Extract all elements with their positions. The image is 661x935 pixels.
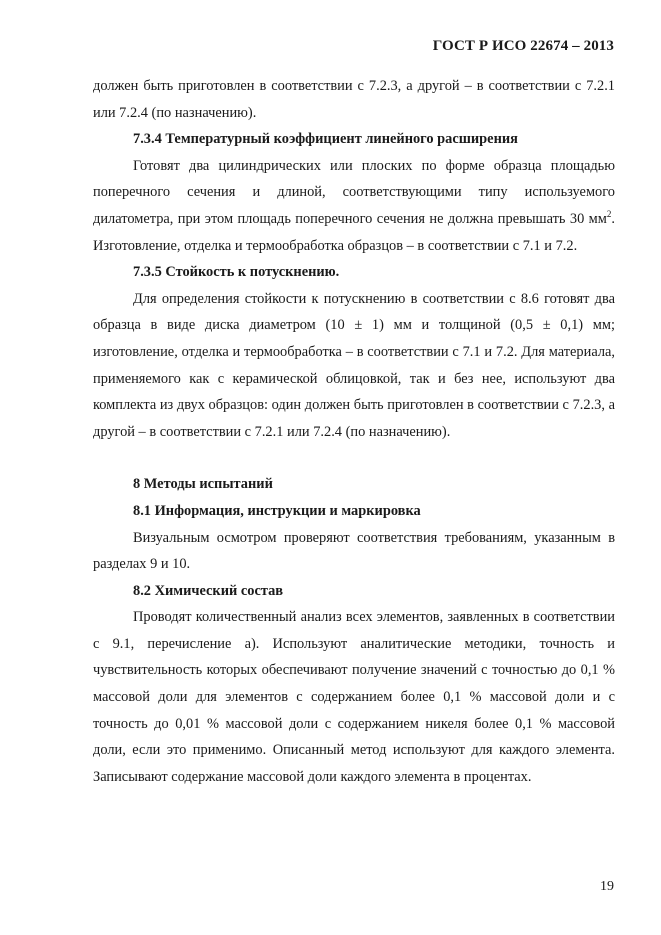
document-header: ГОСТ Р ИСО 22674 – 2013 [432,38,614,54]
document-body [93,73,615,790]
paragraph-7-3-4-text-a: Готовят два цилиндрических или плоских по форме образца площадью поперечного сечения и длиной, соответствующими типу используемого дилатометра, при этом площадь поперечного сечения не должна превышать 30 мм [93,157,615,227]
heading-7-3-5: 7.3.5 Стойкость к потускнению. [133,264,340,281]
paragraph-8-1: Визуальным осмотром проверяют соответствия требованиям, указанным в разделах 9 и 10. [93,529,615,573]
paragraph-7-3-4-text-b: . Изготовление, отделка и термообработка образцов – в соответствии с 7.1 и 7.2. [93,210,615,254]
page-number: 19 [600,879,614,894]
paragraph-8-2: Проводят количественный анализ всех элементов, заявленных в соответствии с 9.1, перечисление а). Используют аналитические методики, точность и чувствительность которых обеспечивают получение значений с точностью до 0,1 % массовой доли для элементов с содержанием более 0,1 % массовой доли и с точность до 0,01 % массовой доли с содержанием никеля более 0,1 % массовой доли, если это применимо. Описанный метод используют для каждого элемента. Записывают содержание массовой доли каждого элемента в процентах. [93,609,615,785]
paragraph-7-3-5: Для определения стойкости к потускнению в соответствии с 8.6 готовят два образца в виде диска диаметром (10 ± 1) мм и толщиной (0,5 ± 0,1) мм; изготовление, отделка и термообработка – в соответствии с 7.1 и 7.2. Для материала, применяемого как с керамической облицовкой, так и без нее, используют два комплекта из двух образцов: один должен быть приготовлен в соответствии с 7.2.3, а другой – в соответствии с 7.2.1 или 7.2.4 (по назначению). [93,290,615,440]
heading-8: 8 Методы испытаний [133,476,273,493]
paragraph-continuation: должен быть приготовлен в соответствии с 7.2.3, а другой – в соответствии с 7.2.1 или 7.2.4 (по назначению). [93,78,615,121]
heading-8-2: 8.2 Химический состав [133,582,284,599]
heading-7-3-4: 7.3.4 Температурный коэффициент линейного расширения [133,131,518,148]
paragraph-7-3-4 [93,153,615,259]
heading-8-1: 8.1 Информация, инструкции и маркировка [133,502,421,519]
superscript-2: 2 [606,208,612,219]
